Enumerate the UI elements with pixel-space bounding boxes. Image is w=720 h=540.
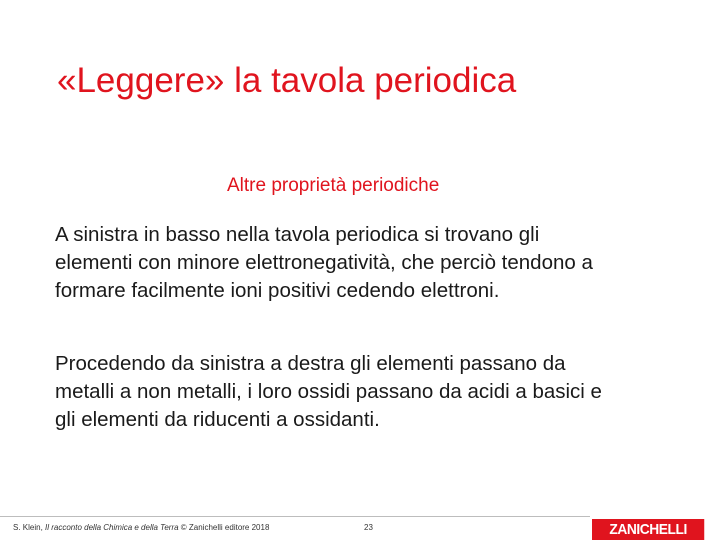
slide-title: «Leggere» la tavola periodica — [57, 61, 517, 100]
page-number: 23 — [364, 523, 373, 532]
footer-credit — [13, 523, 269, 532]
slide-subtitle: Altre proprietà periodiche — [227, 175, 440, 196]
paragraph-electronegativity: A sinistra in basso nella tavola periodica si trovano gli elementi con minore elettronegatività, che perciò tendono a formare facilmente ioni positivi cedendo elettroni. — [55, 223, 593, 302]
footer-credit-author: S. Klein, — [13, 523, 46, 532]
footer-credit-book: Il racconto della Chimica e della Terra — [45, 523, 179, 532]
publisher-logo-text: ZANICHELLI — [609, 521, 687, 538]
footer-divider — [0, 516, 590, 517]
footer-credit-publisher: © Zanichelli editore 2018 — [178, 523, 270, 532]
paragraph-metal-trend: Procedendo da sinistra a destra gli elementi passano da metalli a non metalli, i loro ossidi passano da acidi a basici e gli elementi da riducenti a ossidanti. — [55, 352, 602, 431]
publisher-logo — [592, 519, 704, 540]
